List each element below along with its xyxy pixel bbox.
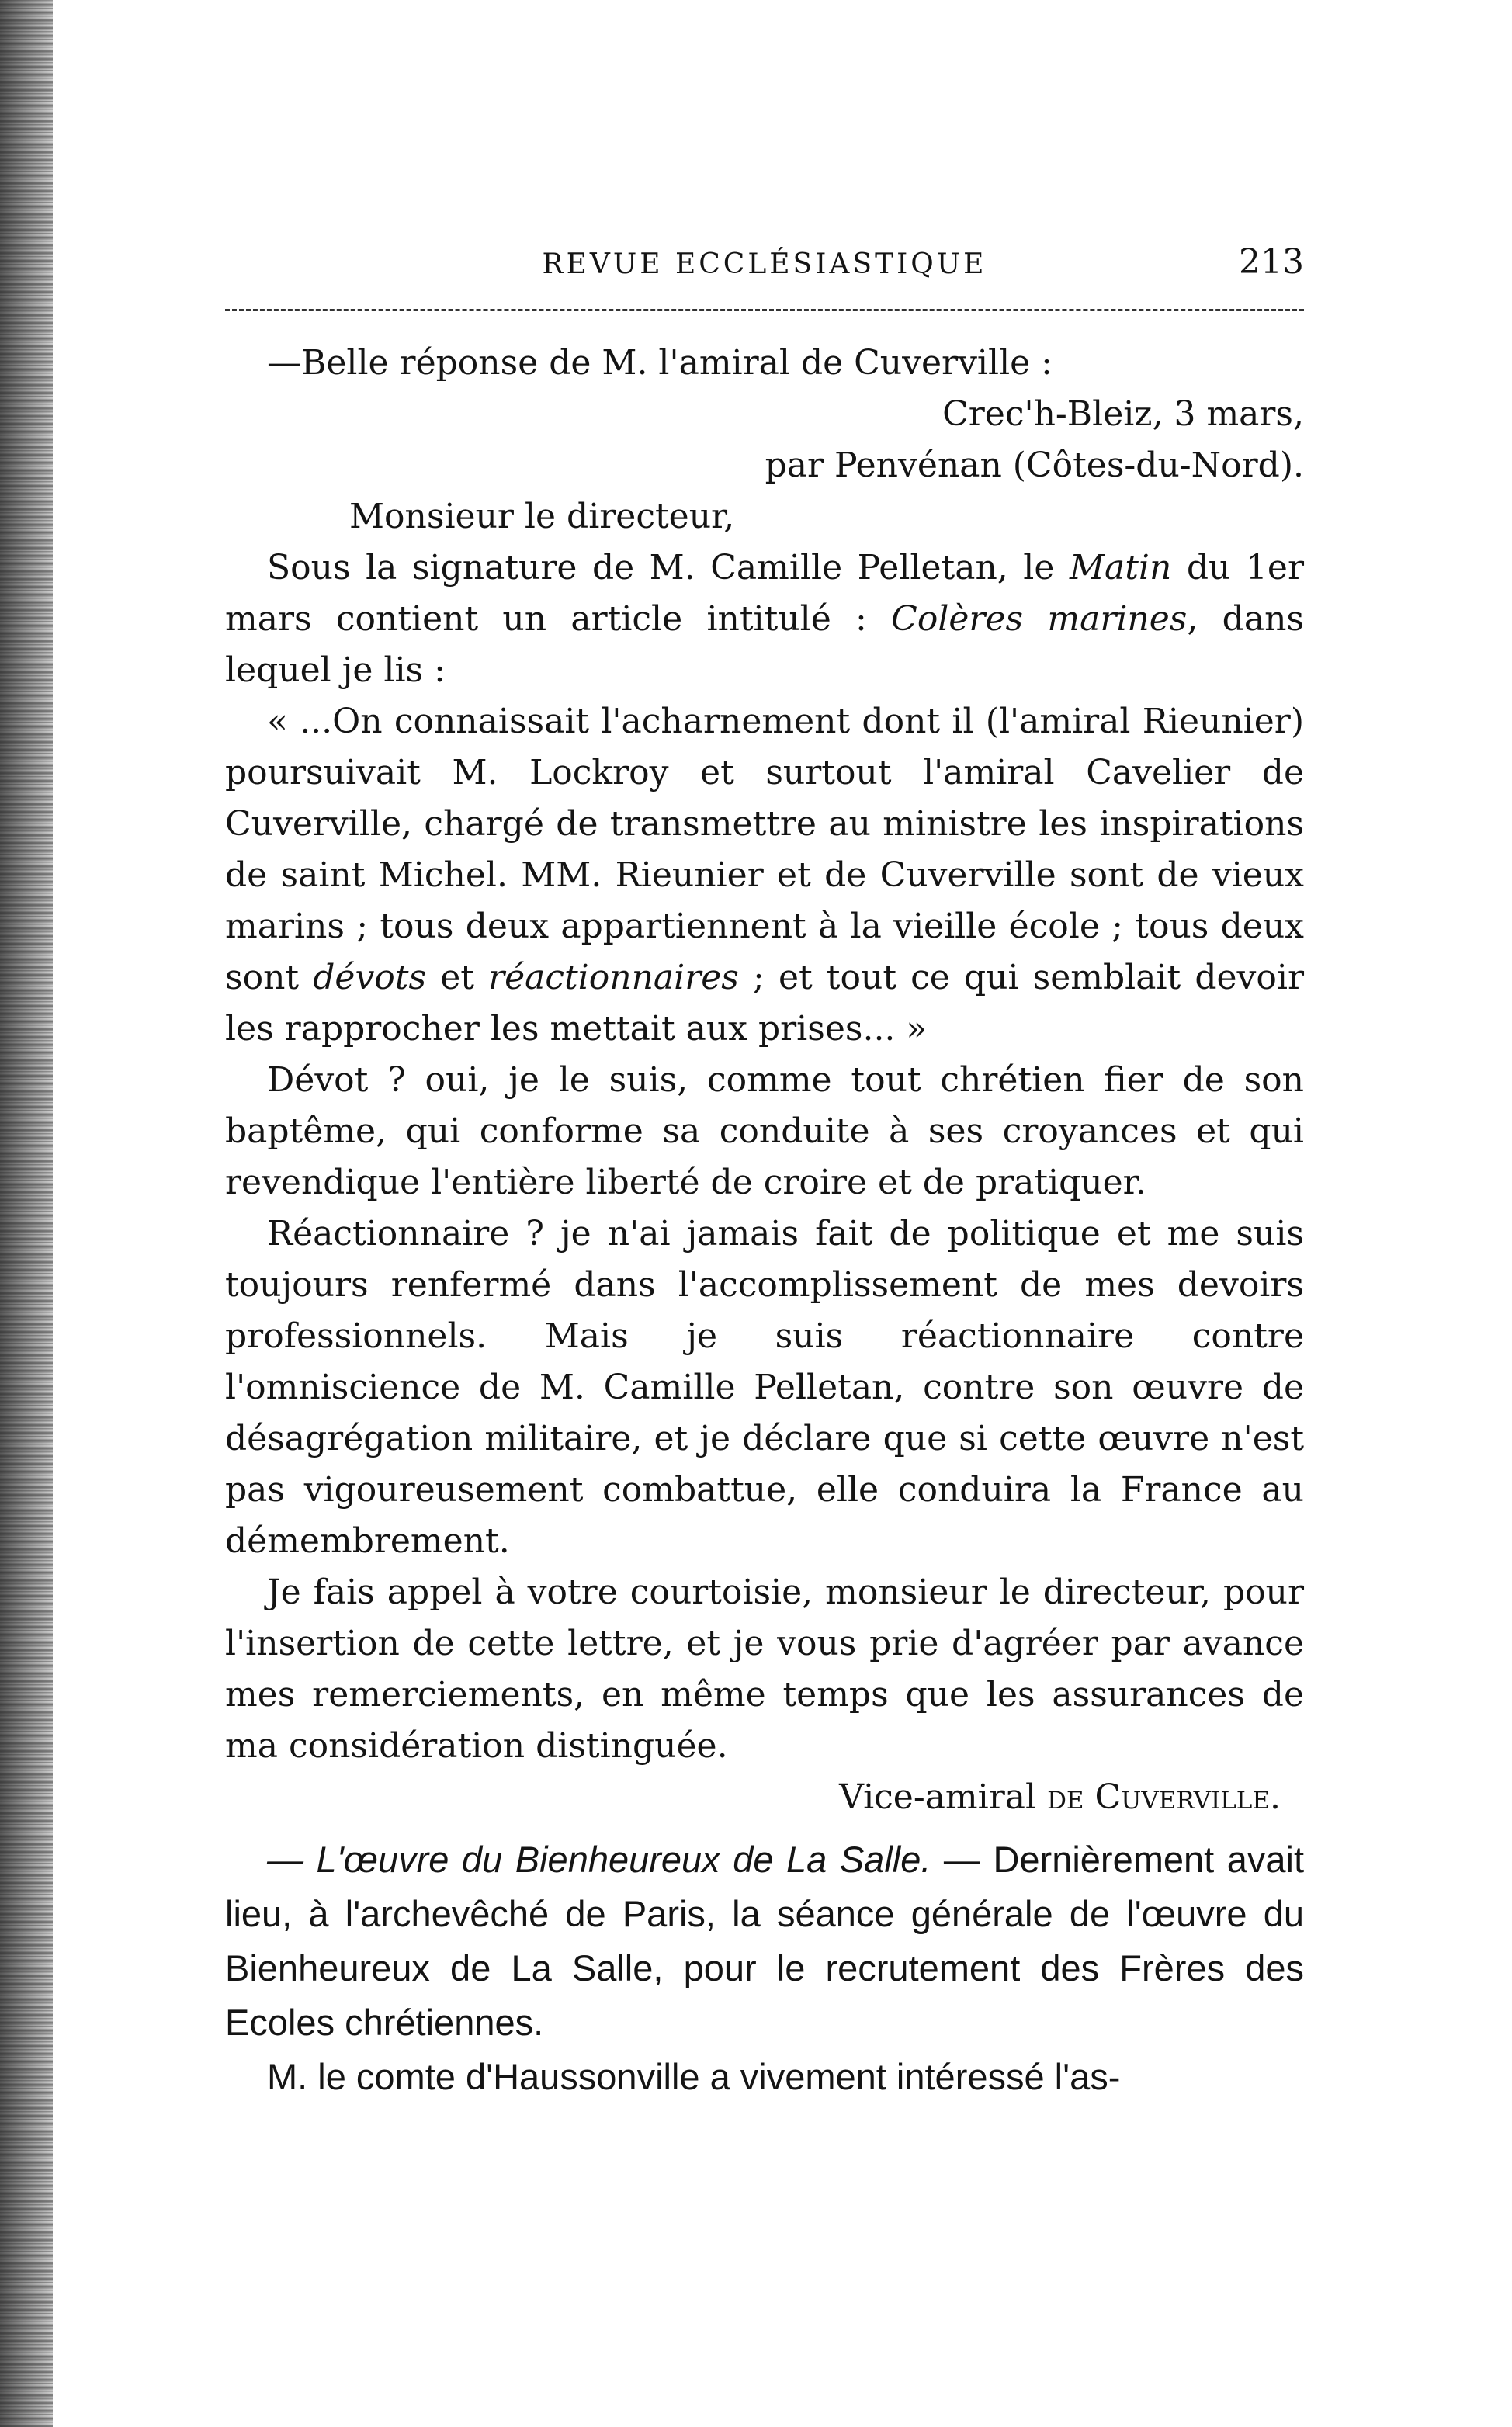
letter (225, 338, 1304, 1823)
quote-reactionnaires: réactionnaires (488, 958, 739, 997)
section2-p1-text: — Dernièrement avait lieu, à l'archevêché de Paris, la séance générale de l'œuvre du Bienheureux de La Salle, pour le recrutement des Frères des Ecoles chrétiennes. (225, 1839, 1305, 2043)
signature-rank: Vice-amiral (839, 1777, 1048, 1817)
quote-text-b: ; et tout ce qui semblait devoir les rapprocher les mettait aux prises... » (225, 958, 1305, 1049)
p1-matin: Matin (1069, 548, 1172, 588)
letter-paragraph-appel: Je fais appel à votre courtoisie, monsieur le directeur, pour l'insertion de cette lettre, et je vous prie d'agréer par avance mes remerciements, en même temps que les assurances de ma considération distinguée. (225, 1572, 1304, 1766)
quote-et: et (426, 958, 489, 997)
p1-text-b: du 1er mars contient un article intitulé : (225, 548, 1304, 639)
quote-devots: dévots (313, 958, 427, 997)
section2-title: — L'œuvre du Bienheureux de La Salle. (267, 1839, 931, 1880)
letter-signature (225, 1772, 1304, 1823)
p1-text-a: Sous la signature de M. Camille Pelletan, le (267, 548, 1070, 588)
page (225, 233, 1304, 2104)
letter-place-line2: par Penvénan (Côtes-du-Nord). (765, 446, 1304, 485)
letter-paragraph-1 (225, 543, 1304, 696)
page-header (225, 233, 1304, 295)
letter-intro: —Belle réponse de M. l'amiral de Cuverville : (267, 343, 1053, 383)
letter-salutation: Monsieur le directeur, (349, 497, 735, 536)
section2-paragraph-2: M. le comte d'Haussonville a vivement intéressé l'as- (267, 2056, 1121, 2097)
letter-quote (225, 696, 1304, 1055)
p1-coleres: Colères marines (891, 599, 1188, 639)
letter-place-date: Crec'h-Bleiz, 3 mars, (942, 394, 1304, 434)
section-spacer (225, 1823, 1304, 1832)
section-bienheureux (225, 1832, 1304, 2104)
section2-paragraph-1 (225, 1832, 1304, 2050)
page-number: 213 (1239, 242, 1304, 282)
binding-edge (0, 0, 53, 2427)
letter-paragraph-devot: Dévot ? oui, je le suis, comme tout chrétien fier de son baptême, qui conforme sa conduite à ses croyances et qui revendique l'entière liberté de croire et de pratiquer. (225, 1060, 1304, 1202)
signature-name: de Cuverville. (1047, 1777, 1281, 1817)
quote-text-a: « ...On connaissait l'acharnement dont il (l'amiral Rieunier) poursuivait M. Lockroy et surtout l'amiral Cavelier de Cuverville, chargé de transmettre au ministre les inspirations de saint Michel. MM. Rieunier et de Cuverville sont de vieux marins ; tous deux appartiennent à la vieille école ; tous deux sont (225, 702, 1304, 997)
header-rule (225, 309, 1304, 311)
p1-text-c: , dans lequel je lis : (225, 599, 1304, 690)
running-title: REVUE ECCLÉSIASTIQUE (542, 248, 987, 280)
letter-paragraph-reactionnaire: Réactionnaire ? je n'ai jamais fait de politique et me suis toujours renfermé dans l'accomplissement de mes devoirs professionnels. Mais je suis réactionnaire contre l'omniscience de M. Camille Pelletan, contre son œuvre de désagrégation militaire, et je déclare que si cette œuvre n'est pas vigoureusement combattue, elle conduira la France au démembrement. (225, 1214, 1304, 1561)
